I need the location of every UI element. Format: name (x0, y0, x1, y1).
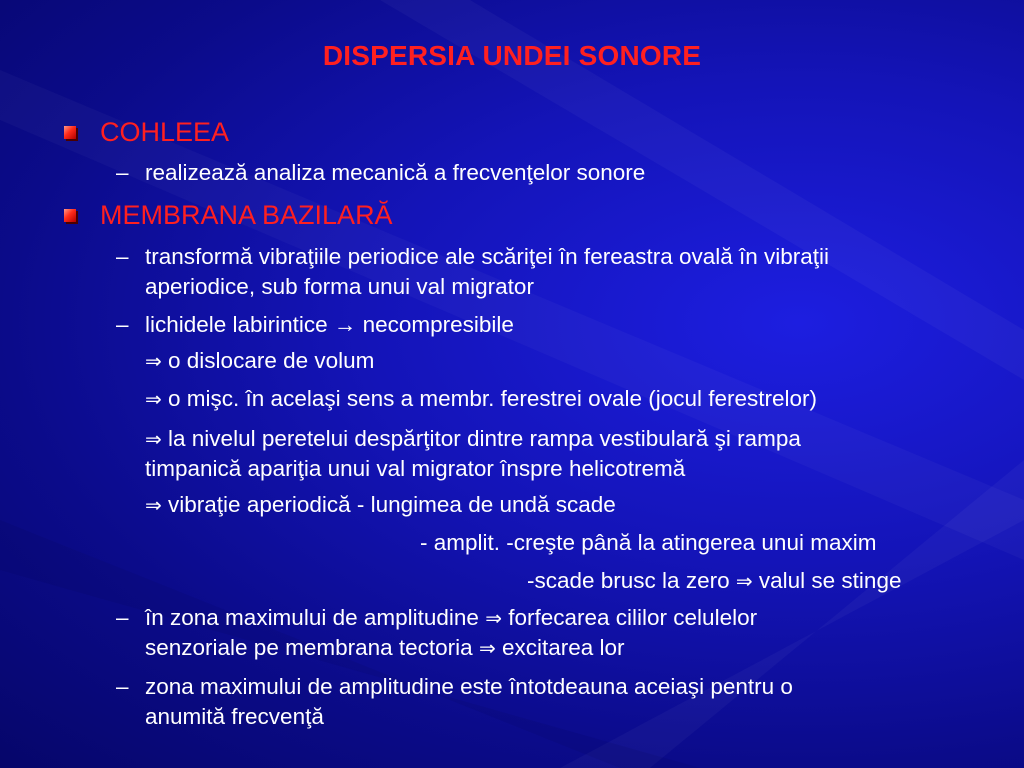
double-arrow-right-icon: ⇒ (145, 427, 162, 451)
membrana-item-4-line-1: zona maximului de amplitudine este întotdeauna aceiaşi pentru o (145, 674, 793, 699)
dash-bullet: – (116, 160, 129, 185)
dash-bullet: – (116, 605, 129, 630)
double-arrow-right-icon: ⇒ (145, 493, 162, 517)
implies-line-1-text: o dislocare de volum (168, 348, 375, 373)
double-arrow-right-icon: ⇒ (478, 636, 496, 660)
heading-cohleea: COHLEEA (100, 117, 230, 147)
square-bullet-icon (64, 126, 76, 139)
membrana-item-1-line-1: transformă vibraţiile periodice ale scăriţei în fereastra ovală în vibraţii (145, 244, 830, 269)
cohleea-item-1: realizează analiza mecanică a frecvenţelor sonore (145, 160, 646, 185)
implies-line-3-text: la nivelul peretelui despărţitor dintre rampa vestibulară şi rampa (168, 426, 801, 451)
amplitude-line-1: - amplit. -creşte până la atingerea unui maxim (420, 530, 877, 555)
implies-line-2 (145, 386, 817, 412)
amplitude-line-2-post: valul se stinge (758, 568, 902, 593)
double-arrow-right-icon: ⇒ (145, 349, 162, 373)
membrana-item-1-line-2: aperiodice, sub forma unui val migrator (145, 274, 534, 299)
square-bullet-icon (64, 209, 76, 222)
implies-line-3 (145, 426, 801, 452)
implies-line-4-text: vibraţie aperiodică - lungimea de undă scade (168, 492, 616, 517)
membrana-item-3-line-2-post: excitarea lor (501, 635, 625, 660)
membrana-item-3-line-1-pre: în zona maximului de amplitudine (145, 605, 479, 630)
implies-line-4 (145, 492, 616, 518)
double-arrow-right-icon: ⇒ (485, 606, 502, 630)
amplitude-line-2-pre: -scade brusc la zero (527, 568, 730, 593)
membrana-item-2: lichidele labirintice → necompresibile (145, 312, 514, 337)
double-arrow-right-icon: ⇒ (735, 569, 753, 593)
amplitude-line-2 (527, 568, 901, 594)
dash-bullet: – (116, 244, 129, 269)
dash-bullet: – (116, 674, 129, 699)
double-arrow-right-icon: ⇒ (145, 387, 162, 411)
membrana-item-3-line-1-post: forfecarea cililor celulelor (508, 605, 758, 630)
membrana-item-4-line-2: anumită frecvenţă (145, 704, 324, 729)
heading-membrana-bazilara: MEMBRANA BAZILARĂ (100, 200, 393, 230)
membrana-item-3-line-2 (145, 635, 625, 661)
implies-line-1 (145, 348, 374, 374)
membrana-item-3-line-1 (145, 605, 757, 631)
membrana-item-3-line-2-pre: senzoriale pe membrana tectoria (145, 635, 473, 660)
implies-line-2-text: o mişc. în acelaşi sens a membr. ferestrei ovale (jocul ferestrelor) (168, 386, 818, 411)
implies-line-3-cont: timpanică apariţia unui val migrator înspre helicotremă (145, 456, 686, 481)
dash-bullet: – (116, 312, 129, 337)
slide-title: DISPERSIA UNDEI SONORE (322, 40, 702, 71)
